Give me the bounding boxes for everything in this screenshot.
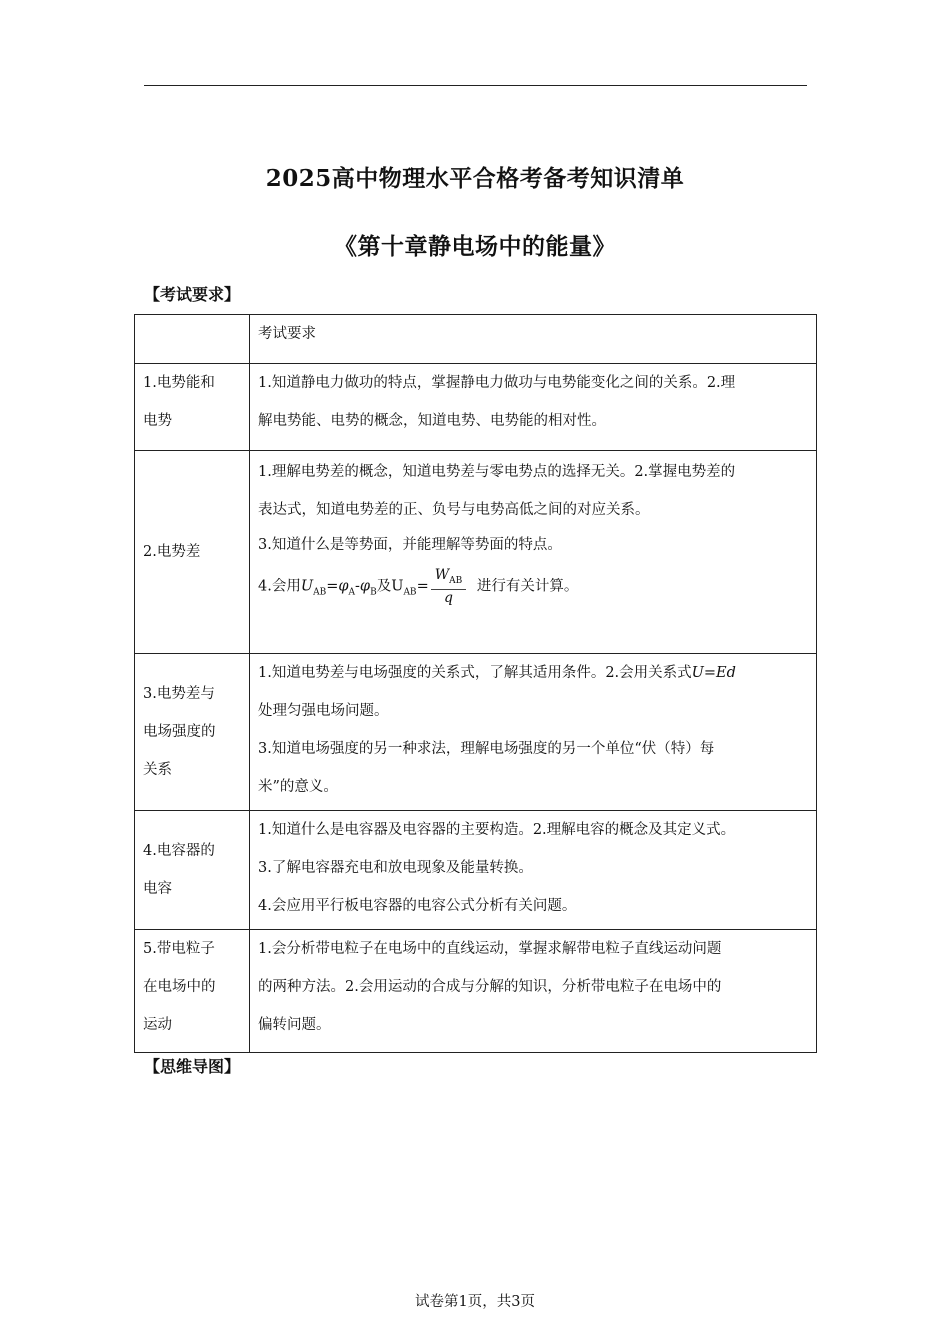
formula-u2-sub: AB <box>403 587 417 598</box>
requirement-line: 4.会应用平行板电容器的电容公式分析有关问题。 <box>258 898 577 914</box>
fraction-numerator <box>431 567 467 590</box>
formula-prefix: 4.会用 <box>258 578 301 595</box>
formula-suffix: 进行有关计算。 <box>476 578 579 595</box>
table-row <box>135 364 817 451</box>
topic-line: 4.电容器的 <box>143 843 215 859</box>
requirement-line: 偏转问题。 <box>258 1017 331 1033</box>
table-row <box>135 811 817 930</box>
formula-phi-b-sub: B <box>370 587 377 598</box>
formula-phi-a-sub: A <box>348 587 356 598</box>
page-footer: 试卷第1页，共3页 <box>415 1294 535 1310</box>
topic-line: 5.带电粒子 <box>143 941 215 957</box>
requirements-table <box>134 314 817 1053</box>
numerator-sub: AB <box>449 575 463 586</box>
requirement-cell <box>250 364 817 451</box>
numerator-w: W <box>434 567 450 583</box>
table-header-row <box>135 315 817 364</box>
topic-line: 电势 <box>143 413 172 429</box>
topic-cell <box>135 811 250 930</box>
topic-line: 电容 <box>143 881 172 897</box>
formula-line <box>258 567 808 617</box>
requirement-line: 3.知道电场强度的另一种求法，理解电场强度的另一个单位“伏（特）每 <box>258 741 715 757</box>
requirement-line: 解电势能、电势的概念，知道电势、电势能的相对性。 <box>258 413 606 429</box>
table-row <box>135 930 817 1053</box>
formula-and: 及 <box>376 578 392 595</box>
topic-line: 3.电势差与 <box>143 686 215 702</box>
topic-line: 1.电势能和 <box>143 375 215 391</box>
requirement-cell <box>250 654 817 811</box>
formula-u: U <box>300 578 314 595</box>
page-title: 2025高中物理水平合格考备考知识清单 <box>265 165 685 192</box>
requirement-line: 1.知道静电力做功的特点，掌握静电力做功与电势能变化之间的关系。2.理 <box>258 375 736 391</box>
formula-eq: = <box>416 578 429 595</box>
formula-u-sub: AB <box>313 587 327 598</box>
section-heading-exam-requirements: 【考试要求】 <box>144 285 241 304</box>
requirement-line <box>258 654 808 692</box>
header-cell-empty <box>135 315 250 364</box>
topic-cell <box>135 451 250 654</box>
requirement-line: 的两种方法。2.会用运动的合成与分解的知识，分析带电粒子在电场中的 <box>258 979 722 995</box>
requirement-line: 3.了解电容器充电和放电现象及能量转换。 <box>258 860 533 876</box>
topic-line: 运动 <box>143 1017 172 1033</box>
requirement-line: 1.知道什么是电容器及电容器的主要构造。2.理解电容的概念及其定义式。 <box>258 822 736 838</box>
fraction-denominator: q <box>443 589 453 606</box>
requirement-cell <box>250 811 817 930</box>
requirement-line: 1.理解电势差的概念，知道电势差与零电势点的选择无关。2.掌握电势差的 <box>258 464 736 480</box>
header-cell-requirements: 考试要求 <box>250 315 817 364</box>
topic-line: 2.电势差 <box>143 544 201 560</box>
chapter-title: 《第十章静电场中的能量》 <box>334 233 616 260</box>
formula-eq-phi: =φ <box>326 578 349 595</box>
requirement-cell <box>250 451 817 654</box>
top-rule <box>144 85 807 86</box>
table-row <box>135 451 817 654</box>
topic-line: 关系 <box>143 762 172 778</box>
formula-u-ed: U=Ed <box>691 665 736 681</box>
table-row <box>135 654 817 811</box>
formula-fraction <box>431 567 467 606</box>
topic-cell <box>135 930 250 1053</box>
section-heading-mind-map: 【思维导图】 <box>144 1057 241 1076</box>
formula-u2: U <box>391 578 404 595</box>
requirement-line: 1.会分析带电粒子在电场中的直线运动，掌握求解带电粒子直线运动问题 <box>258 941 722 957</box>
requirement-line: 表达式，知道电势差的正、负号与电势高低之间的对应关系。 <box>258 502 650 518</box>
formula-minus-phi: -φ <box>355 578 371 595</box>
requirement-text: 1.知道电势差与电场强度的关系式，了解其适用条件。2.会用关系式 <box>258 665 692 681</box>
topic-line: 在电场中的 <box>143 979 216 995</box>
requirement-line: 米”的意义。 <box>258 779 338 795</box>
topic-cell <box>135 654 250 811</box>
requirement-line: 处理匀强电场问题。 <box>258 703 389 719</box>
requirement-line: 3.知道什么是等势面，并能理解等势面的特点。 <box>258 537 562 553</box>
topic-cell <box>135 364 250 451</box>
topic-line: 电场强度的 <box>143 724 216 740</box>
requirement-cell <box>250 930 817 1053</box>
